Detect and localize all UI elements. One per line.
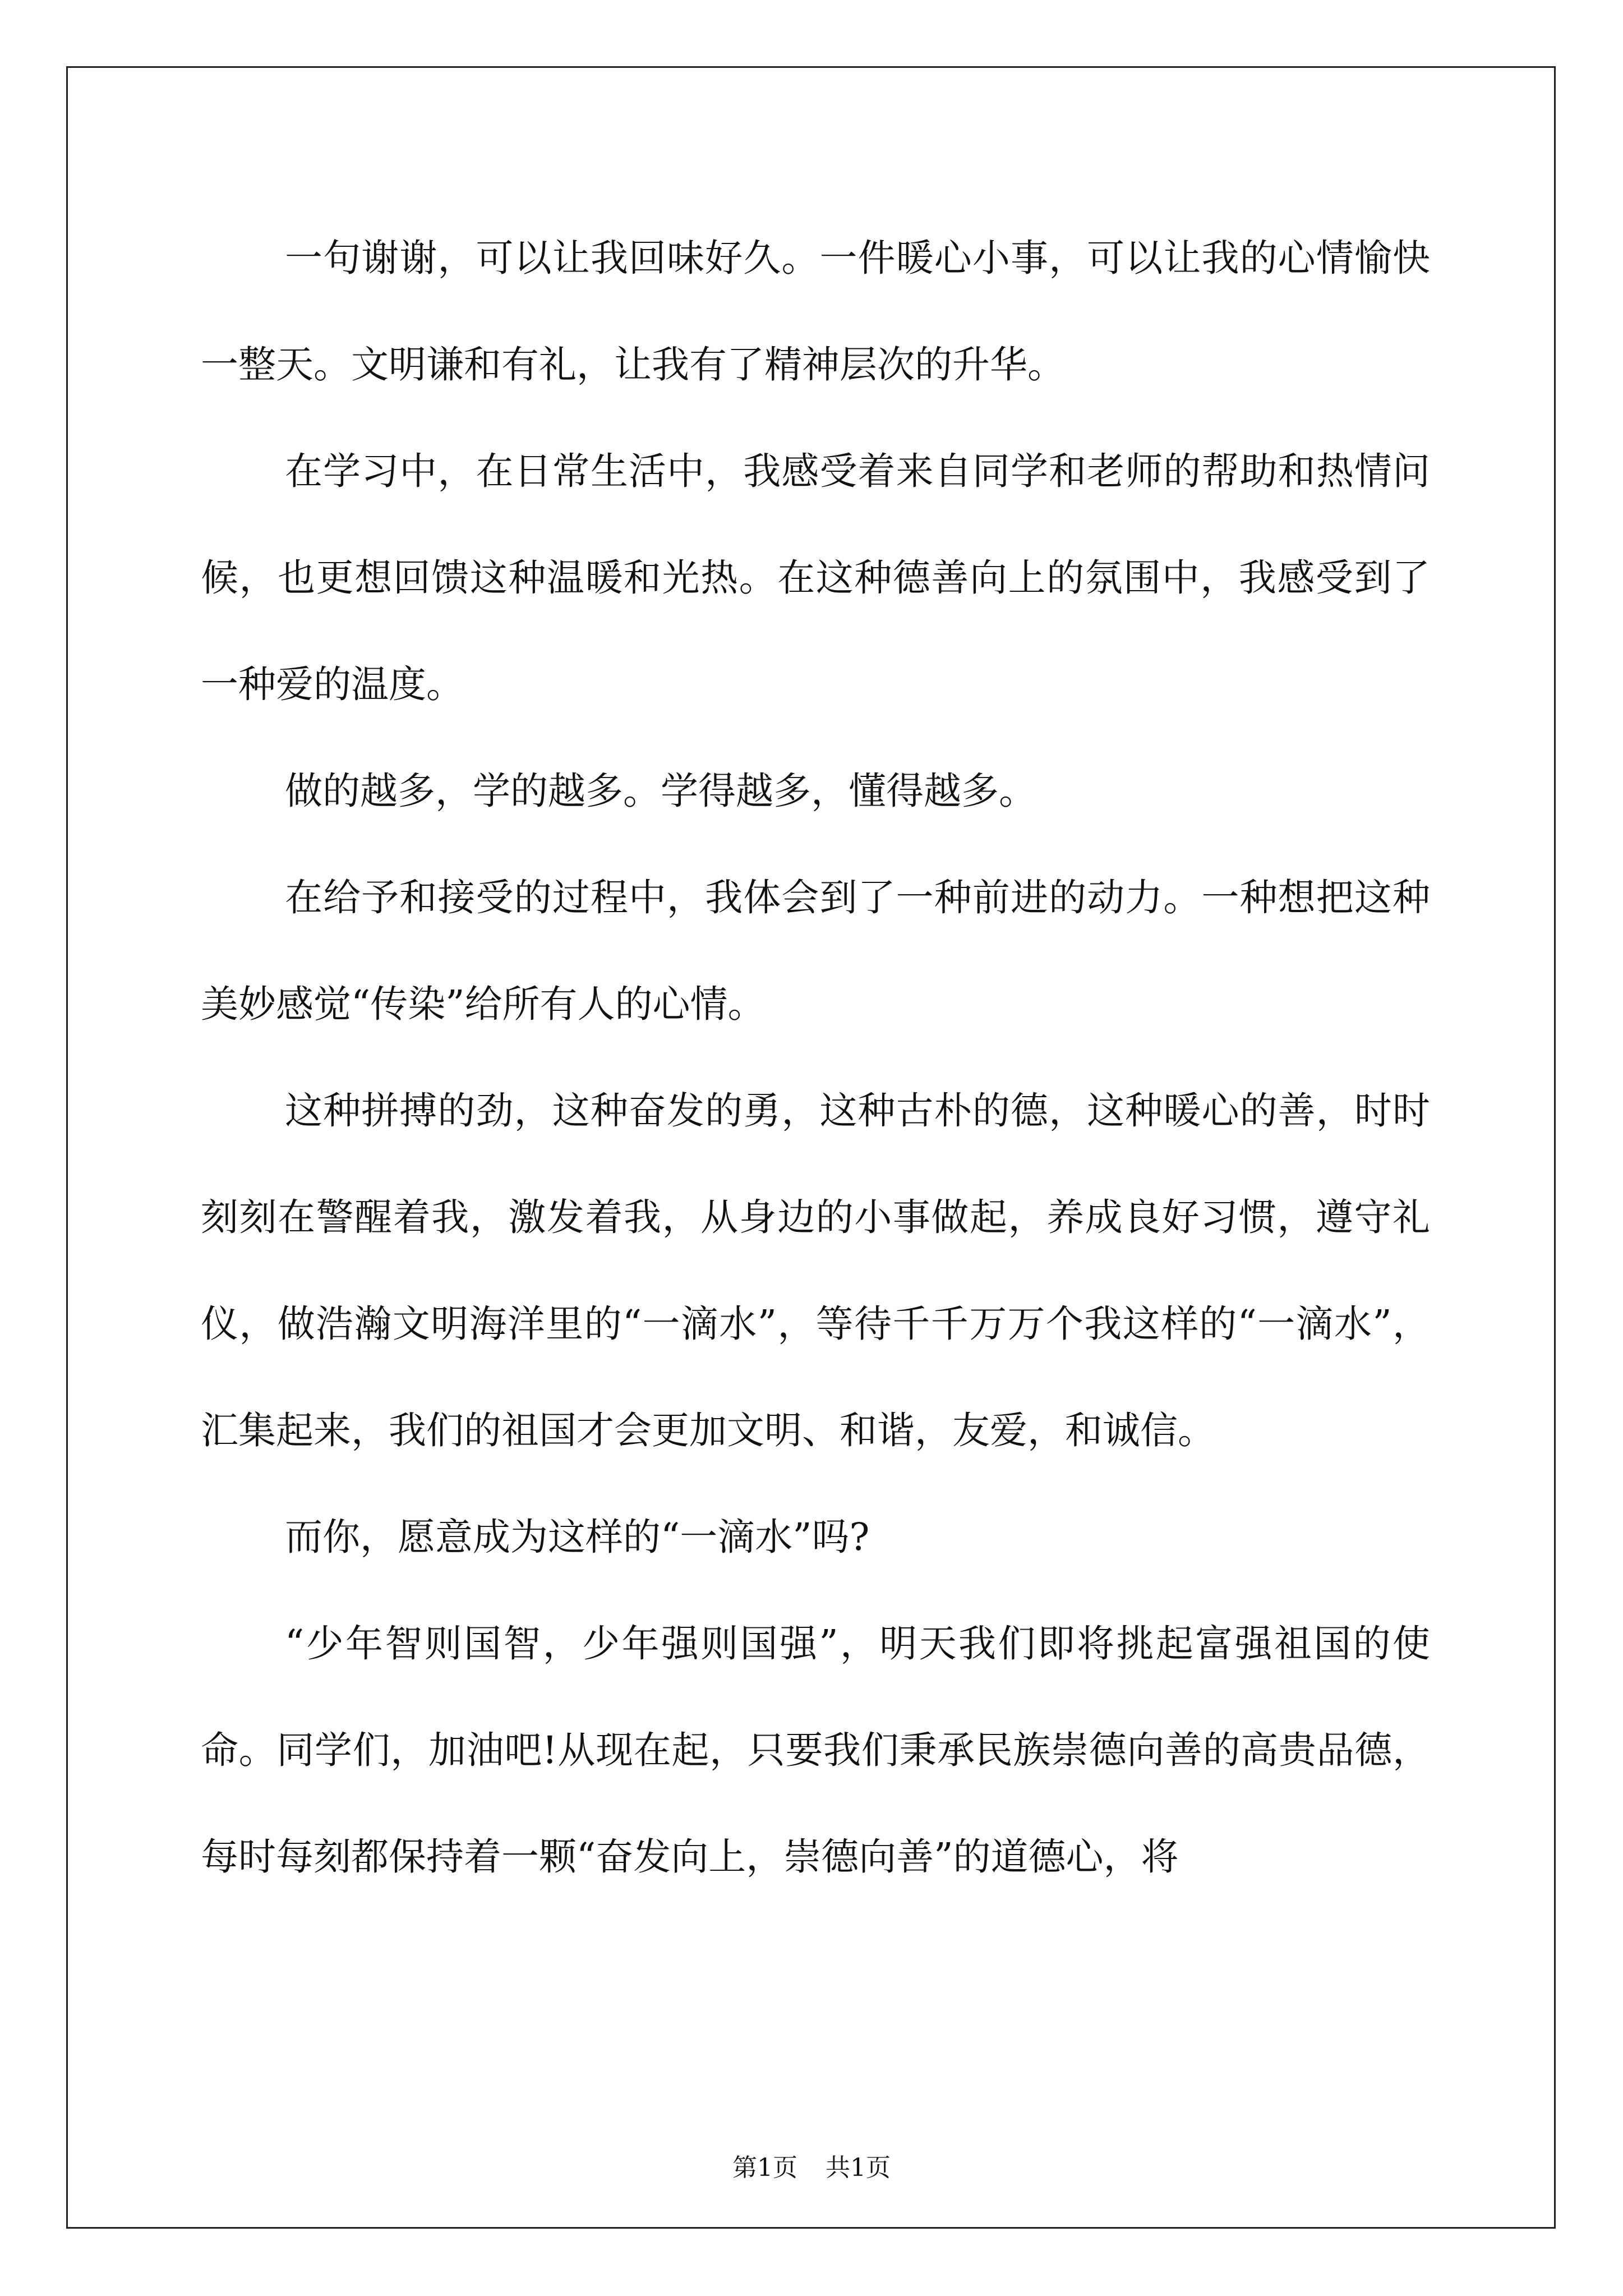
paragraph: “少年智则国智，少年强则国强”，明天我们即将挑起富强祖国的使命。同学们，加油吧!从现在起，只要我们秉承民族崇德向善的高贵品德，每时每刻都保持着一颗“奋发向上，崇德向善”的道德心，将 bbox=[201, 1622, 1430, 1879]
paragraph: 做的越多，学的越多。学得越多，懂得越多。 bbox=[285, 769, 1036, 813]
paragraph: 这种拼搏的劲，这种奋发的勇，这种古朴的德，这种暖心的善，时时刻刻在警醒着我，激发着我，从身边的小事做起，养成良好习惯，遵守礼仪，做浩瀚文明海洋里的“一滴水”，等待千千万万个我这样的“一滴水”，汇集起来，我们的祖国才会更加文明、和谐，友爱，和诚信。 bbox=[201, 1089, 1430, 1452]
paragraph: 在给予和接受的过程中，我体会到了一种前进的动力。一种想把这种美妙感觉“传染”给所有人的心情。 bbox=[201, 876, 1430, 1026]
page-total: 共1页 bbox=[826, 2154, 891, 2182]
document-body bbox=[201, 205, 1430, 1910]
paragraph: 一句谢谢，可以让我回味好久。一件暖心小事，可以让我的心情愉快一整天。文明谦和有礼，让我有了精神层次的升华。 bbox=[201, 236, 1430, 386]
paragraph: 而你，愿意成为这样的“一滴水”吗? bbox=[285, 1515, 870, 1559]
page-footer bbox=[0, 2151, 1623, 2185]
page-number: 第1页 bbox=[732, 2154, 797, 2182]
paragraph: 在学习中，在日常生活中，我感受着来自同学和老师的帮助和热情问候，也更想回馈这种温暖和光热。在这种德善向上的氛围中，我感受到了一种爱的温度。 bbox=[201, 449, 1430, 706]
